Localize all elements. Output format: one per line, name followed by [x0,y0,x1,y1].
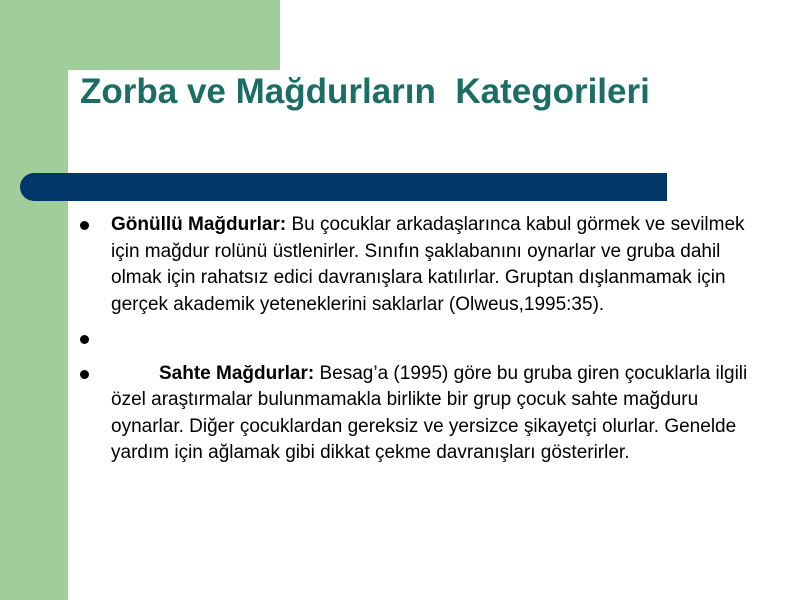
bullet-icon [80,335,89,344]
bullet-item-fake-victims [78,361,768,467]
bullet-icon [80,370,89,379]
top-green-band [0,0,280,70]
title-divider-bar [20,173,667,201]
bullet-item-voluntary-victims [78,212,768,318]
bullet-text: Bu çocuklar arkadaşlarınca kabul görmek ve sevilmek için mağdur rolünü üstlenirler. Sınıfın şaklabanını oynarlar ve gruba dahil olmak için rahatsız edici davranışlara katılırlar. Gruptan dışlanmamak için gerçek akademik yeteneklerini saklarlar (Olweus,1995:35). [111,214,745,315]
bullet-heading: Gönüllü Mağdurlar: [111,214,287,235]
bullet-icon [80,221,89,230]
bullet-heading: Sahte Mağdurlar: [159,362,315,384]
left-green-band [0,0,68,600]
bullet-item-empty [78,326,768,353]
bullet-text [111,328,116,349]
bullet-text: Besag’a (1995) göre bu gruba giren çocuklarla ilgili özel araştırmalar bulunmamakla birlikte bir grup çocuk sahte mağduru oynarlar. Diğer çocuklardan gereksiz ve yersizce şikayetçi olurlar. Genelde yardım için ağlamak gibi dikkat çekme davranışları gösterirler. [111,362,748,463]
slide-title: Zorba ve Mağdurların Kategorileri [80,72,650,111]
bullet-list [78,212,768,467]
